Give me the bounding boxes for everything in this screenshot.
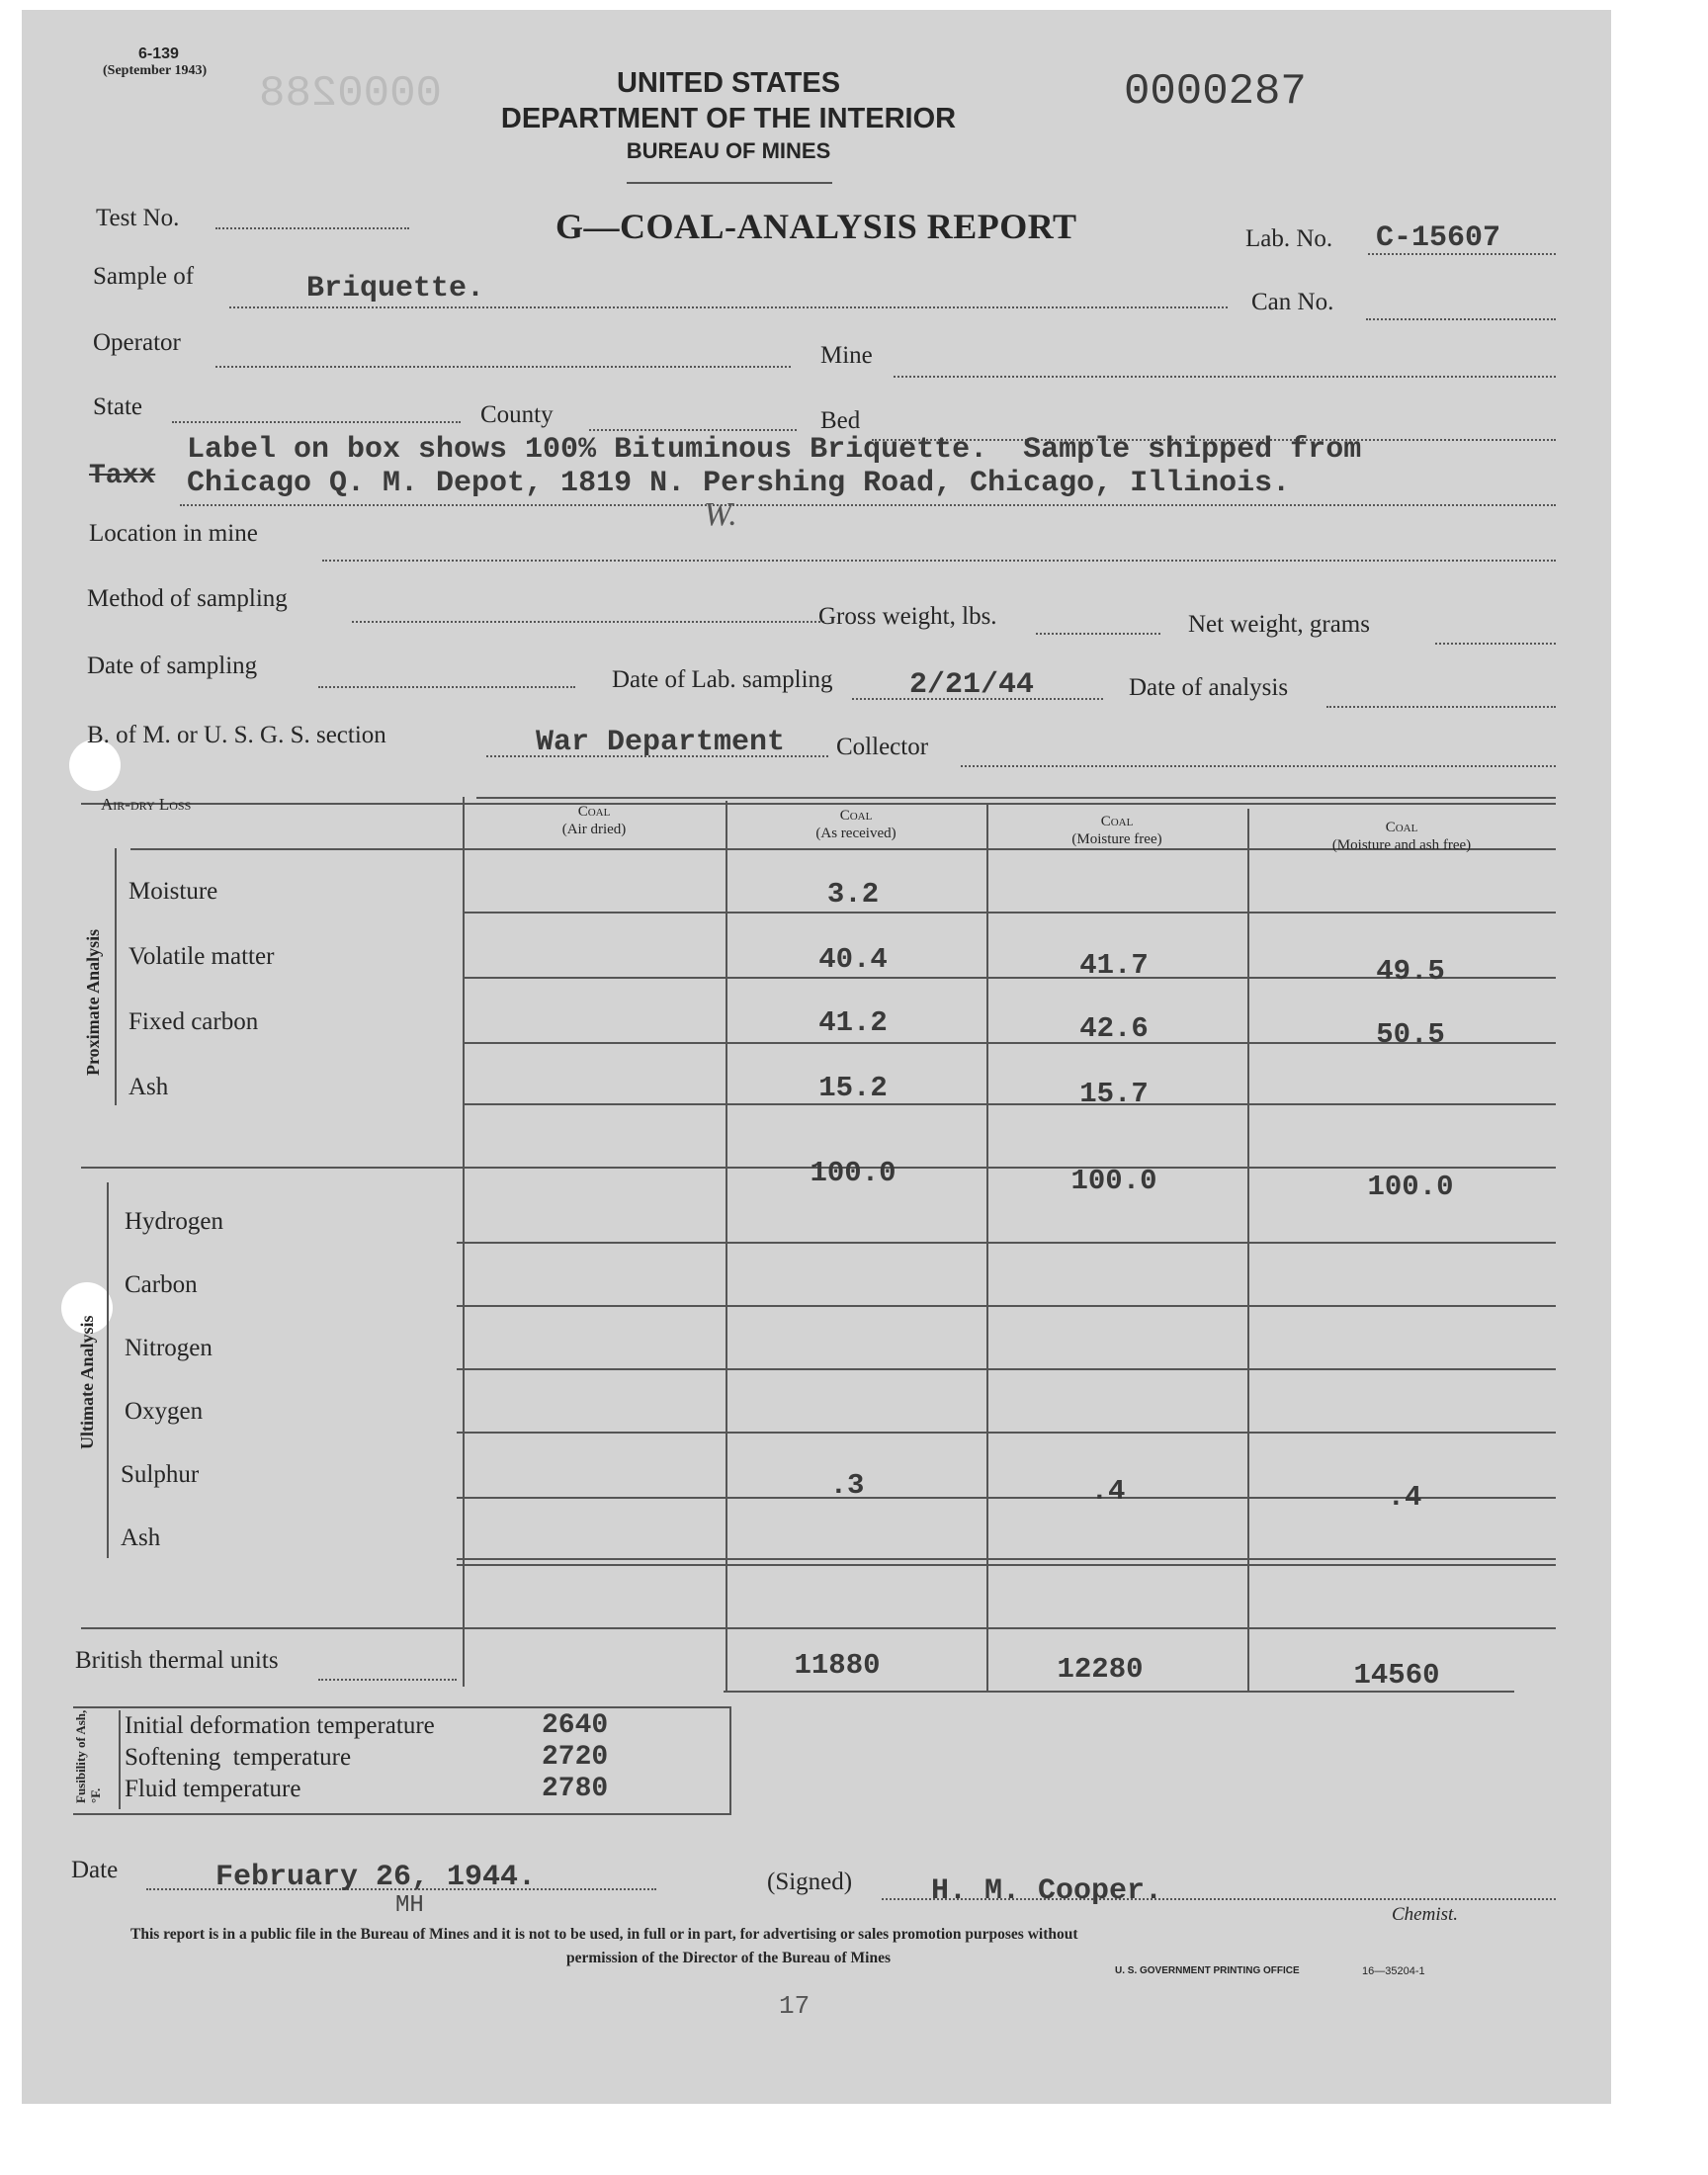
ultimate-sum-rule bbox=[81, 1627, 1556, 1629]
column-header-moisture-free bbox=[986, 813, 1247, 848]
value-sulphur-moisture-free: .4 bbox=[1090, 1475, 1126, 1508]
section-value: War Department bbox=[536, 726, 786, 759]
row-label-oxygen: Oxygen bbox=[125, 1398, 204, 1425]
sample-of-label: Sample of bbox=[93, 263, 195, 290]
fusibility-fluid-label: Fluid temperature bbox=[125, 1776, 301, 1802]
page-number: 17 bbox=[779, 1991, 811, 2021]
date-sampling-label: Date of sampling bbox=[87, 652, 258, 679]
column-header-as-received-sub: (As received) bbox=[815, 826, 897, 841]
report-title: G—COAL-ANALYSIS REPORT bbox=[555, 207, 1077, 246]
value-total-moisture-free: 100.0 bbox=[1070, 1165, 1157, 1197]
printer-label: U. S. GOVERNMENT PRINTING OFFICE bbox=[1115, 1965, 1300, 1976]
lab-no-value: C-15607 bbox=[1376, 221, 1501, 255]
column-header-as-received bbox=[726, 807, 986, 842]
lab-no-label: Lab. No. bbox=[1245, 225, 1333, 252]
btu-label: British thermal units bbox=[75, 1647, 279, 1674]
collector-label: Collector bbox=[836, 734, 929, 760]
column-header-moisture-free-sub: (Moisture free) bbox=[1071, 831, 1162, 847]
row-rule-hydrogen bbox=[457, 1242, 1556, 1244]
value-fixed-carbon-as-received: 41.2 bbox=[818, 1006, 888, 1039]
chemist-label: Chemist. bbox=[1392, 1904, 1459, 1925]
value-btu-as-received: 11880 bbox=[794, 1649, 881, 1682]
row-rule-ash-ultimate-2 bbox=[457, 1564, 1556, 1566]
value-ash-as-received: 15.2 bbox=[818, 1072, 888, 1104]
air-dry-loss-label: Air-dry Loss bbox=[101, 795, 192, 814]
county-field[interactable] bbox=[589, 429, 797, 431]
operator-label: Operator bbox=[93, 329, 181, 356]
column-header-moisture-ash-free-title: Coal bbox=[1385, 820, 1418, 835]
table-col-divider-2 bbox=[726, 801, 727, 1691]
net-weight-label: Net weight, grams bbox=[1188, 611, 1370, 638]
row-label-carbon: Carbon bbox=[125, 1271, 198, 1298]
value-fixed-carbon-moisture-ash-free: 50.5 bbox=[1376, 1018, 1445, 1051]
county-label: County bbox=[480, 401, 554, 428]
ultimate-analysis-label: Ultimate Analysis bbox=[77, 1315, 97, 1449]
method-field[interactable] bbox=[352, 621, 824, 623]
fusibility-softening-label: Softening temperature bbox=[125, 1744, 352, 1771]
bed-label: Bed bbox=[820, 407, 861, 434]
btu-leader bbox=[318, 1679, 457, 1681]
header-rule bbox=[627, 182, 832, 184]
value-volatile-as-received: 40.4 bbox=[818, 943, 888, 976]
collector-field[interactable] bbox=[961, 765, 1556, 767]
value-btu-moisture-free: 12280 bbox=[1057, 1653, 1144, 1686]
value-total-as-received: 100.0 bbox=[810, 1157, 897, 1189]
table-top-rule-1 bbox=[476, 797, 1556, 799]
value-sulphur-moisture-ash-free: .4 bbox=[1387, 1481, 1422, 1514]
mine-label: Mine bbox=[820, 342, 873, 369]
value-btu-moisture-ash-free: 14560 bbox=[1353, 1659, 1440, 1692]
net-weight-field[interactable] bbox=[1435, 643, 1556, 645]
proximate-bracket bbox=[115, 848, 117, 1105]
row-rule-ash bbox=[463, 1103, 1556, 1105]
location-field[interactable] bbox=[322, 560, 1556, 562]
row-rule-nitrogen bbox=[457, 1368, 1556, 1370]
initials: MH bbox=[395, 1892, 424, 1919]
value-total-moisture-ash-free: 100.0 bbox=[1367, 1171, 1454, 1203]
column-header-moisture-ash-free-sub: (Moisture and ash free) bbox=[1331, 837, 1472, 853]
form-date: (September 1943) bbox=[103, 63, 208, 78]
fusibility-bracket bbox=[119, 1710, 121, 1809]
agency-line-1: UNITED STATES bbox=[616, 67, 841, 99]
state-label: State bbox=[93, 393, 142, 420]
sample-of-field[interactable] bbox=[229, 306, 1228, 308]
value-moisture-as-received: 3.2 bbox=[826, 878, 880, 911]
value-sulphur-as-received: .3 bbox=[829, 1469, 865, 1502]
remarks-field[interactable] bbox=[180, 504, 1556, 506]
row-rule-oxygen bbox=[457, 1432, 1556, 1434]
state-field[interactable] bbox=[172, 421, 461, 423]
handwritten-mark: W. bbox=[704, 496, 737, 533]
mine-field[interactable] bbox=[894, 376, 1556, 378]
row-label-volatile-matter: Volatile matter bbox=[128, 943, 275, 970]
agency-line-3: BUREAU OF MINES bbox=[626, 138, 831, 163]
value-volatile-moisture-free: 41.7 bbox=[1079, 949, 1149, 982]
date-lab-sampling-value: 2/21/44 bbox=[909, 668, 1035, 702]
date-label: Date bbox=[71, 1857, 119, 1883]
method-label: Method of sampling bbox=[87, 585, 288, 612]
test-no-label: Test No. bbox=[96, 205, 180, 231]
row-rule-ash-ultimate-1 bbox=[457, 1558, 1556, 1560]
fusibility-fluid-value: 2780 bbox=[542, 1774, 609, 1804]
date-sampling-field[interactable] bbox=[318, 686, 575, 688]
can-no-field[interactable] bbox=[1366, 318, 1556, 320]
ultimate-bracket bbox=[107, 1182, 109, 1558]
printer-code: 16—35204-1 bbox=[1362, 1965, 1425, 1977]
can-no-label: Can No. bbox=[1251, 289, 1334, 315]
report-page bbox=[22, 10, 1611, 2104]
date-lab-sampling-label: Date of Lab. sampling bbox=[612, 666, 833, 693]
fusibility-initial-value: 2640 bbox=[542, 1710, 609, 1741]
value-ash-moisture-free: 15.7 bbox=[1079, 1078, 1149, 1110]
location-label: Location in mine bbox=[89, 520, 258, 547]
section-label: B. of M. or U. S. G. S. section bbox=[87, 722, 386, 748]
remarks-line-1: Label on box shows 100% Bituminous Briquette. Sample shipped from bbox=[187, 433, 1362, 467]
agency-line-2: DEPARTMENT OF THE INTERIOR bbox=[500, 103, 957, 134]
proximate-analysis-label: Proximate Analysis bbox=[83, 928, 103, 1076]
row-label-sulphur: Sulphur bbox=[121, 1461, 200, 1488]
remarks-line-2: Chicago Q. M. Depot, 1819 N. Pershing Road, Chicago, Illinois. bbox=[187, 467, 1291, 500]
notice-line-1: This report is in a public file in the Bureau of Mines and it is not to be used, in full or in part, for advertising or sales promotion purposes without bbox=[130, 1926, 1078, 1943]
column-header-moisture-free-title: Coal bbox=[1100, 814, 1134, 829]
remarks-struck: Taxx bbox=[89, 461, 156, 491]
row-label-nitrogen: Nitrogen bbox=[125, 1335, 213, 1361]
date-analysis-label: Date of analysis bbox=[1129, 674, 1289, 701]
stamp-number-left: 0000288 bbox=[259, 69, 442, 119]
value-volatile-moisture-ash-free: 49.5 bbox=[1376, 955, 1445, 988]
table-top-rule-2 bbox=[81, 803, 1556, 805]
column-header-as-received-title: Coal bbox=[839, 808, 873, 824]
column-header-air-dried bbox=[463, 803, 726, 838]
column-header-moisture-ash-free bbox=[1247, 819, 1556, 854]
row-label-ash-ultimate: Ash bbox=[121, 1524, 161, 1551]
row-rule-moisture bbox=[463, 912, 1556, 914]
value-fixed-carbon-moisture-free: 42.6 bbox=[1079, 1012, 1149, 1045]
column-header-air-dried-sub: (Air dried) bbox=[561, 822, 627, 837]
gross-weight-field[interactable] bbox=[1036, 633, 1160, 635]
sample-of-value: Briquette. bbox=[306, 272, 485, 305]
row-label-hydrogen: Hydrogen bbox=[125, 1208, 223, 1235]
row-rule-carbon bbox=[457, 1305, 1556, 1307]
row-label-fixed-carbon: Fixed carbon bbox=[128, 1008, 259, 1035]
fusibility-label: Fusibility of Ash, °F. bbox=[73, 1709, 103, 1803]
form-number: 6-139 bbox=[138, 45, 179, 62]
fusibility-initial-label: Initial deformation temperature bbox=[125, 1712, 435, 1739]
row-label-moisture: Moisture bbox=[128, 878, 218, 905]
column-header-air-dried-title: Coal bbox=[577, 804, 611, 820]
operator-field[interactable] bbox=[215, 366, 791, 368]
row-label-ash-proximate: Ash bbox=[128, 1074, 169, 1100]
notice-line-2: permission of the Director of the Bureau of Mines bbox=[565, 1950, 892, 1966]
date-value: February 26, 1944. bbox=[215, 1861, 537, 1894]
signed-value: H. M. Cooper. bbox=[931, 1874, 1163, 1908]
date-analysis-field[interactable] bbox=[1326, 706, 1556, 708]
fusibility-softening-value: 2720 bbox=[542, 1742, 609, 1773]
signed-label: (Signed) bbox=[767, 1869, 853, 1895]
stamp-number-right: 0000287 bbox=[1124, 67, 1307, 117]
btu-rule bbox=[724, 1691, 1514, 1693]
test-no-field[interactable] bbox=[215, 227, 409, 229]
gross-weight-label: Gross weight, lbs. bbox=[818, 603, 997, 630]
